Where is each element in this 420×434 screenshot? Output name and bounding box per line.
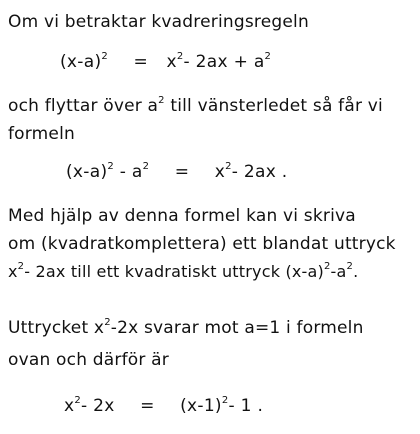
expression-x-exponent: 2 xyxy=(17,261,25,272)
formula3-rhs-base: (x-1) xyxy=(180,396,222,416)
move-term-exponent: 2 xyxy=(158,95,165,106)
move-term-text-b: till vänsterledet så får vi xyxy=(164,96,383,116)
example-text-b: -2x svarar mot a=1 i formeln xyxy=(110,318,364,338)
square-rule-formula xyxy=(60,52,271,72)
move-term-sentence xyxy=(8,96,383,116)
formula1-rhs-x-exponent: 2 xyxy=(176,51,184,62)
expression-minus-a: -a xyxy=(330,262,347,281)
formula2-lhs-exponent: 2 xyxy=(107,161,115,172)
formula-word: formeln xyxy=(8,124,75,144)
formula1-rhs-rest: - 2ax + a xyxy=(183,52,265,72)
formula3-lhs-rest: - 2x xyxy=(81,396,115,416)
formula2-rhs-x: x xyxy=(214,162,226,182)
formula2-lhs-minus: - a xyxy=(114,162,143,182)
formula-word-line xyxy=(8,124,75,144)
help-sentence xyxy=(8,206,356,226)
formula1-equals: = xyxy=(133,52,149,72)
expression-square-exponent: 2 xyxy=(323,261,331,272)
rearranged-formula xyxy=(66,162,288,182)
result-formula xyxy=(64,396,263,416)
example-exponent: 2 xyxy=(104,317,111,328)
formula2-lhs: (x-a) xyxy=(66,162,108,182)
expression-period: . xyxy=(353,262,359,281)
complete-square-sentence xyxy=(8,234,396,254)
formula1-lhs: (x-a) xyxy=(60,52,102,72)
formula1-rhs-x: x xyxy=(166,52,177,72)
formula3-rhs-exponent: 2 xyxy=(221,395,229,406)
therefore-text: ovan och därför är xyxy=(8,350,169,370)
formula1-rhs-a-exponent: 2 xyxy=(264,51,272,62)
therefore-sentence xyxy=(8,350,169,370)
formula2-rhs-x-exponent: 2 xyxy=(225,161,232,172)
formula3-lhs-x: x xyxy=(64,396,75,416)
formula3-rhs-rest: - 1 . xyxy=(228,396,264,416)
expression-x: x xyxy=(8,262,18,281)
formula2-lhs-minus-exponent: 2 xyxy=(142,161,150,172)
formula3-equals: = xyxy=(140,396,155,416)
move-term-text-a: och flyttar över a xyxy=(8,96,159,116)
complete-square-text: om (kvadratkomplettera) ett blandat uttryck xyxy=(8,234,396,254)
help-text: Med hjälp av denna formel kan vi skriva xyxy=(8,206,356,226)
expression-text: - 2ax till ett kvadratiskt uttryck (x-a) xyxy=(24,262,324,281)
formula2-rhs-rest: - 2ax . xyxy=(231,162,288,182)
formula3-lhs-exponent: 2 xyxy=(74,395,82,406)
example-text-a: Uttrycket x xyxy=(8,318,105,338)
intro-text: Om vi betraktar kvadreringsregeln xyxy=(8,12,309,32)
formula2-equals: = xyxy=(174,162,190,182)
example-sentence xyxy=(8,318,364,338)
formula1-lhs-exponent: 2 xyxy=(101,51,109,62)
intro-sentence xyxy=(8,12,309,32)
expression-a-exponent: 2 xyxy=(346,261,354,272)
expression-sentence xyxy=(8,262,358,282)
